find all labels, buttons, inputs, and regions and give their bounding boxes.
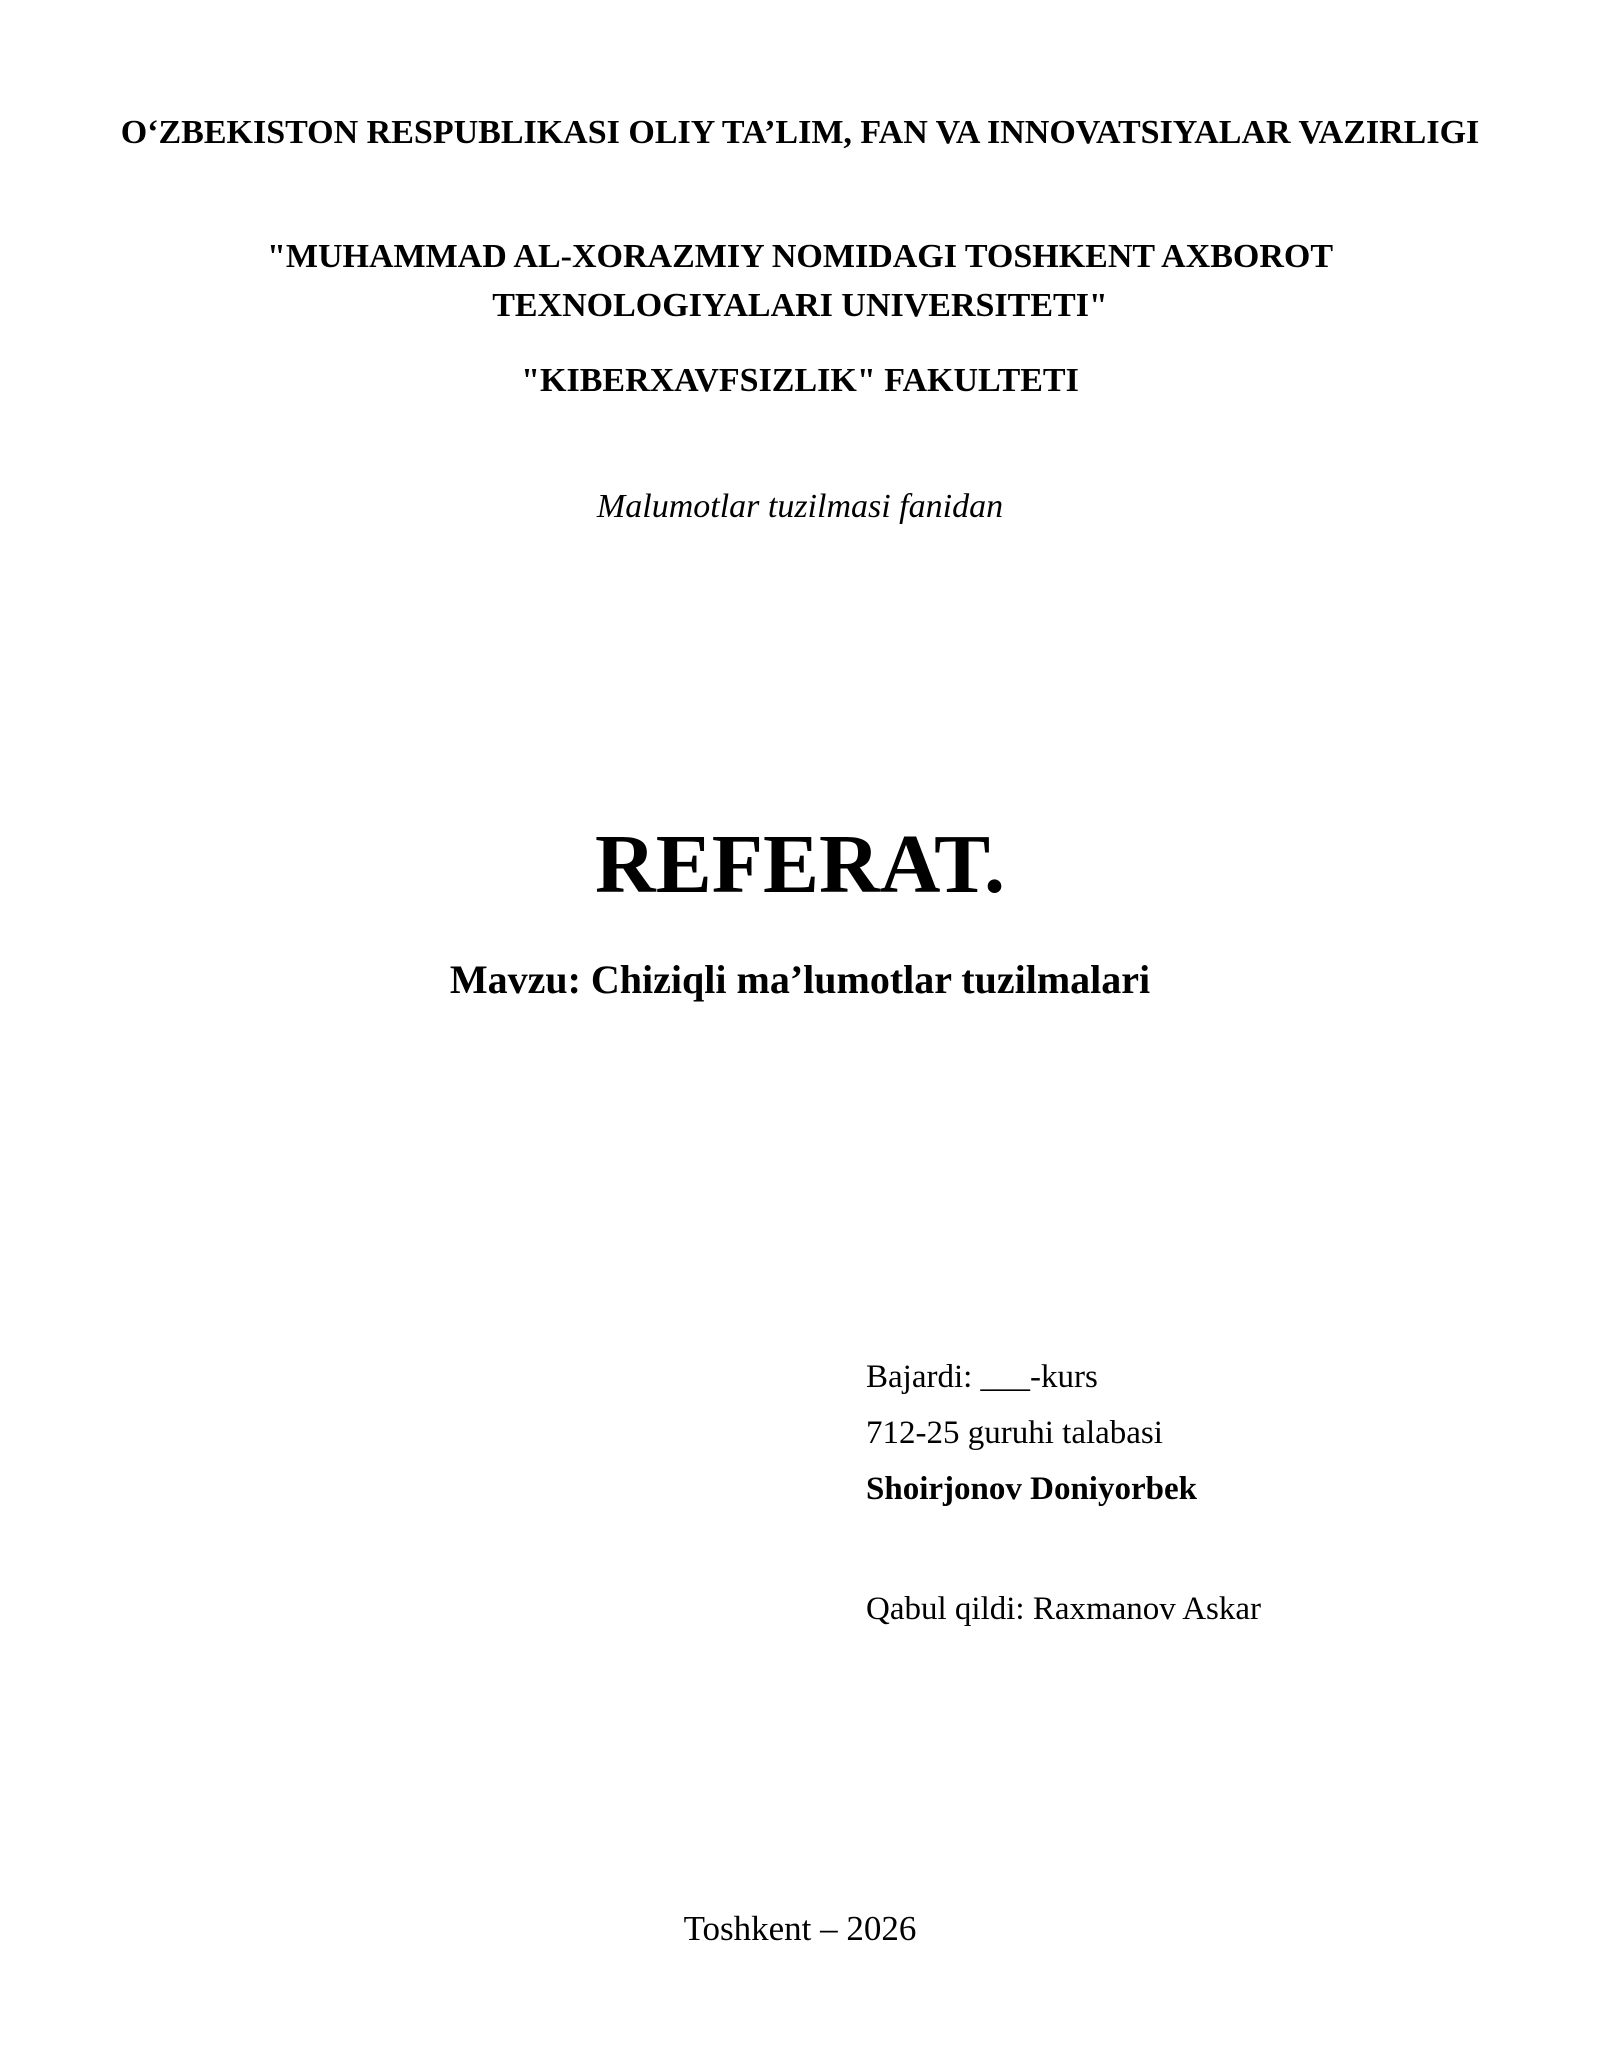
accepted-by-line: Qabul qildi: Raxmanov Askar: [866, 1591, 1262, 1627]
document-title: REFERAT.: [595, 818, 1005, 911]
footer-city-year: Toshkent – 2026: [683, 1909, 917, 1948]
ministry-heading: O‘ZBEKISTON RESPUBLIKASI OLIY TA’LIM, FAN VA INNOVATSIYALAR VAZIRLIGI: [120, 114, 1480, 151]
topic-line: Mavzu: Chiziqli ma’lumotlar tuzilmalari: [449, 957, 1151, 1002]
university-heading: "MUHAMMAD AL-XORAZMIY NOMIDAGI TOSHKENT AXBOROT TEXNOLOGIYALARI UNIVERSITETI": [266, 238, 1334, 324]
subject-line: Malumotlar tuzilmasi fanidan: [596, 488, 1004, 525]
performed-by-line: Bajardi: ___-kurs: [866, 1359, 1098, 1395]
faculty-heading: "KIBERXAVFSIZLIK" FAKULTETI: [521, 362, 1079, 399]
student-name: Shoirjonov Doniyorbek: [866, 1471, 1197, 1507]
group-line: 712-25 guruhi talabasi: [866, 1415, 1163, 1451]
